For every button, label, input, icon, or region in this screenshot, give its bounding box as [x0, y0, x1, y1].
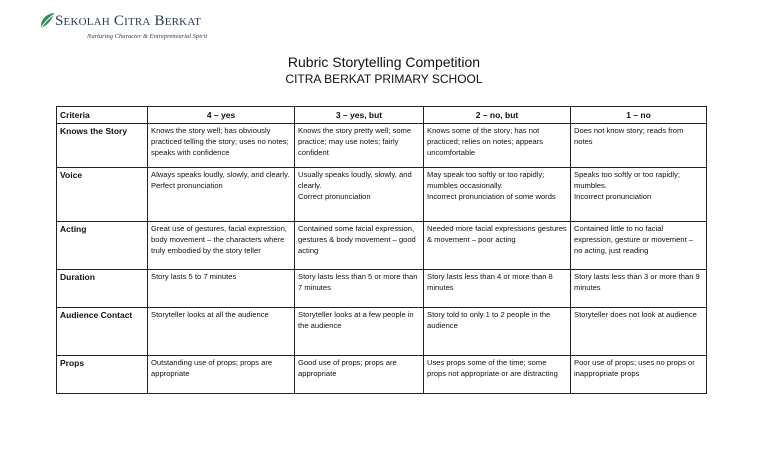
score-4-cell: Great use of gestures, facial expression, body movement – the characters where truly embodied by the story teller [148, 222, 295, 270]
logo-name: Sekolah Citra Berkat [55, 13, 202, 29]
score-1-cell: Contained little to no facial expression, gesture or movement – no acting, just reading [571, 222, 707, 270]
criteria-cell: Acting [57, 222, 148, 270]
score-3-cell: Story lasts less than 5 or more than 7 minutes [295, 270, 424, 308]
score-1-cell: Speaks too softly or too rapidly; mumbles. Incorrect pronunciation [571, 168, 707, 222]
criteria-cell: Duration [57, 270, 148, 308]
score-4-cell: Always speaks loudly, slowly, and clearly. Perfect pronunciation [148, 168, 295, 222]
table-row [57, 356, 707, 394]
score-2-cell: Needed more facial expressions gestures & movement – poor acting [424, 222, 571, 270]
score-4-cell: Knows the story well; has obviously practiced telling the story; uses no notes; speaks with confidence [148, 124, 295, 168]
score-2-cell: Knows some of the story; has not practiced; relies on notes; appears uncomfortable [424, 124, 571, 168]
school-logo [38, 11, 208, 45]
leaf-logo-icon [38, 11, 56, 31]
criteria-cell: Audience Contact [57, 308, 148, 356]
page-subtitle: CITRA BERKAT PRIMARY SCHOOL [285, 72, 483, 86]
criteria-cell: Props [57, 356, 148, 394]
header-score-2: 2 – no, but [424, 107, 571, 124]
score-2-cell: May speak too softly or too rapidly; mumbles occasionally. Incorrect pronunciation of some words [424, 168, 571, 222]
score-2-cell: Uses props some of the time; some props not appropriate or are distracting [424, 356, 571, 394]
score-1-cell: Storyteller does not look at audience [571, 308, 707, 356]
page-title: Rubric Storytelling Competition [287, 54, 481, 70]
table-row [57, 168, 707, 222]
table-row [57, 308, 707, 356]
rubric-table [56, 106, 707, 394]
score-2-cell: Story told to only 1 to 2 people in the audience [424, 308, 571, 356]
score-4-cell: Story lasts 5 to 7 minutes [148, 270, 295, 308]
criteria-cell: Knows the Story [57, 124, 148, 168]
table-row [57, 222, 707, 270]
score-3-cell: Contained some facial expression, gestures & body movement – good acting [295, 222, 424, 270]
table-row [57, 270, 707, 308]
score-1-cell: Story lasts less than 3 or more than 9 minutes [571, 270, 707, 308]
score-3-cell: Good use of props; props are appropriate [295, 356, 424, 394]
score-3-cell: Storyteller looks at a few people in the audience [295, 308, 424, 356]
header-score-4: 4 – yes [148, 107, 295, 124]
score-3-cell: Knows the story pretty well; some practice; may use notes; fairly confident [295, 124, 424, 168]
table-row [57, 124, 707, 168]
score-4-cell: Outstanding use of props; props are appropriate [148, 356, 295, 394]
score-2-cell: Story lasts less than 4 or more than 8 minutes [424, 270, 571, 308]
criteria-cell: Voice [57, 168, 148, 222]
header-score-1: 1 – no [571, 107, 707, 124]
logo-tagline: Nurturing Character & Entrepreneurial Spirit [87, 33, 208, 40]
score-4-cell: Storyteller looks at all the audience [148, 308, 295, 356]
header-criteria: Criteria [57, 107, 148, 124]
score-1-cell: Poor use of props; uses no props or inappropriate props [571, 356, 707, 394]
table-header-row [57, 107, 707, 124]
score-1-cell: Does not know story; reads from notes [571, 124, 707, 168]
header-score-3: 3 – yes, but [295, 107, 424, 124]
score-3-cell: Usually speaks loudly, slowly, and clearly. Correct pronunciation [295, 168, 424, 222]
